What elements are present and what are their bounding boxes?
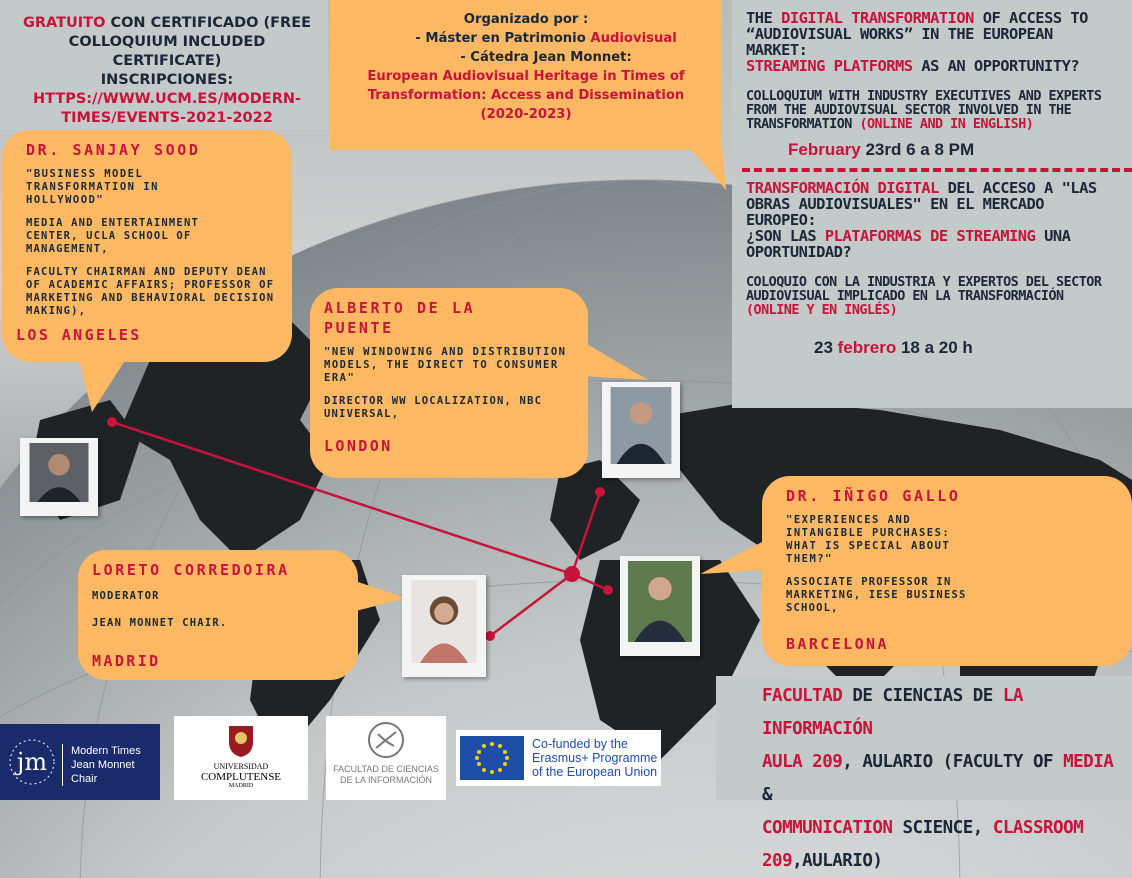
project-title-1: European Audiovisual Heritage in Times of [367, 69, 685, 84]
fci-logo [326, 716, 446, 800]
speaker-photo-sood [20, 438, 98, 516]
speaker-card-sood [2, 130, 292, 362]
venue-faculty-name: LA INFORMACIÓN [762, 686, 1023, 739]
venue-media: MEDIA [1063, 752, 1114, 772]
bubble-tail-loreto [352, 580, 408, 620]
free-label: GRATUITO [22, 15, 106, 31]
speaker-name: DR. SANJAY SOOD [26, 141, 201, 159]
event-date-es-time: 18 a 20 h [896, 338, 973, 357]
eu-flag-icon [460, 736, 524, 780]
jm-monogram-icon [10, 734, 54, 790]
event-sub-en-3-highlight: (ONLINE AND IN ENGLISH) [859, 117, 1034, 132]
speaker-position: FACULTY CHAIRMAN AND DEPUTY DEAN OF ACADEMIC AFFAIRS; PROFESSOR OF MARKETING AND BEHAVIORAL DECISION MAKING), [26, 266, 275, 317]
speaker-photo-gallo [620, 556, 700, 656]
ucm-logo [174, 716, 308, 800]
speaker-role: MODERATOR [92, 590, 160, 602]
venue-line-4: ,AULARIO) [792, 851, 883, 871]
speaker-talk-title: "BUSINESS MODEL TRANSFORMATION IN HOLLYWOOD" [26, 168, 159, 206]
organizer-bubble-tail [690, 148, 730, 192]
organizer-item-1-highlight: Audiovisual [590, 31, 677, 46]
speaker-city: BARCELONA [786, 635, 889, 653]
registration-link-cont[interactable]: TIMES/EVENTS-2021-2022 [61, 110, 273, 126]
certificate-text-en: COLLOQUIUM INCLUDED CERTIFICATE) [68, 34, 266, 69]
erasmus-logo [456, 730, 661, 786]
inscripciones-label: INSCRIPCIONES: [100, 72, 234, 88]
event-date-en-time: 23rd 6 a 8 PM [860, 140, 975, 159]
portrait-image [25, 443, 93, 502]
organizer-box [330, 0, 722, 150]
venue-line-1: DE CIENCIAS DE [842, 686, 1003, 706]
event-sub-es-3-highlight: (ONLINE Y EN INGLÉS) [746, 303, 898, 318]
speaker-city: LOS ANGELES [16, 326, 142, 344]
event-title-es-4: OPORTUNIDAD? [746, 243, 852, 261]
speaker-position: ASSOCIATE PROFESSOR IN MARKETING, IESE BUSINESS SCHOOL, [786, 576, 967, 614]
project-title-2: Transformation: Access and Dissemination [367, 88, 685, 103]
event-title-es-3a: ¿SON LAS [746, 227, 825, 245]
registration-info-box [0, 0, 328, 130]
event-title-es-1: DEL ACCESO A "LAS [938, 179, 1097, 197]
event-date-es-day: 23 [814, 338, 838, 357]
event-sub-en-1: COLLOQUIUM WITH INDUSTRY EXECUTIVES AND EXPERTS [746, 89, 1102, 104]
certificate-text: CON CERTIFICADO (FREE [105, 15, 312, 31]
event-sub-es-2: AUDIOVISUAL IMPLICADO EN LA TRANSFORMACIÓN [746, 289, 1064, 304]
event-title-en-2: “AUDIOVISUAL WORKS” IN THE EUROPEAN MARKET: [746, 25, 1053, 59]
event-title-en-1: THE [746, 9, 782, 27]
venue-box [716, 676, 1132, 871]
event-sub-es-1: COLOQUIO CON LA INDUSTRIA Y EXPERTOS DEL SECTOR [746, 275, 1102, 290]
logo-text: Co-funded by the [532, 737, 628, 751]
venue-classroom: CLASSROOM [992, 818, 1084, 838]
speaker-name: LORETO CORREDOIRA [92, 561, 290, 579]
organizer-item-1: - Máster en Patrimonio [415, 31, 591, 46]
portrait-image [407, 580, 481, 663]
organizer-item-2: - Cátedra Jean Monnet: [460, 50, 632, 65]
speaker-name: ALBERTO DE LA PUENTE [324, 299, 476, 337]
logo-text: UNIVERSIDAD [213, 762, 269, 771]
fci-emblem-icon [366, 720, 406, 760]
logo-text-main: COMPLUTENSE [200, 771, 282, 783]
logo-text-2: Erasmus+ Programme [532, 751, 658, 765]
speaker-card-alberto [310, 288, 588, 478]
logo-subtext: Jean Monnet Chair [71, 759, 135, 785]
logo-subtext: DE LA INFORMACIÓN [339, 775, 432, 785]
venue-room-number: 209 [762, 851, 793, 871]
event-title-es-3-highlight: PLATAFORMAS DE STREAMING [824, 227, 1036, 245]
portrait-image [625, 561, 695, 642]
registration-link[interactable]: HTTPS://WWW.UCM.ES/MODERN- [32, 91, 302, 107]
logo-text: FACULTAD DE CIENCIAS [333, 764, 439, 774]
event-date-es-month: febrero [837, 338, 897, 357]
speaker-name: DR. IÑIGO GALLO [786, 487, 961, 505]
bubble-tail-sood [78, 356, 138, 416]
event-title-es-2: OBRAS AUDIOVISUALES" EN EL MERCADO EUROPEO: [746, 195, 1045, 229]
logo-subtext: MADRID [228, 783, 254, 789]
bubble-tail-gallo [700, 540, 766, 580]
divider-dashed [742, 168, 1132, 172]
organizer-heading: Organizado por : [463, 12, 589, 27]
venue-communication: COMMUNICATION [762, 818, 893, 838]
speaker-position: DIRECTOR WW LOCALIZATION, NBC UNIVERSAL, [324, 395, 543, 420]
venue-room: AULA 209 [762, 752, 843, 772]
venue-faculty: FACULTAD [762, 686, 843, 706]
venue-amp: & [762, 785, 773, 805]
event-sub-en-2: FROM THE AUDIOVISUAL SECTOR INVOLVED IN THE [746, 103, 1072, 118]
event-title-en-highlight: DIGITAL TRANSFORMATION [781, 9, 974, 27]
event-title-en-3-highlight: STREAMING PLATFORMS [746, 57, 913, 75]
speaker-affiliation: MEDIA AND ENTERTAINMENT CENTER, UCLA SCHOOL OF MANAGEMENT, [26, 217, 199, 255]
speaker-city: LONDON [324, 437, 393, 455]
event-date-en-month: February [788, 140, 861, 159]
speaker-position: JEAN MONNET CHAIR. [92, 617, 228, 629]
svg-text:jm: jm [16, 748, 48, 776]
speaker-photo-loreto [402, 575, 486, 677]
ucm-crest-icon [226, 722, 256, 758]
portrait-image [607, 387, 675, 464]
event-title-en-1c: OF ACCESS TO [973, 9, 1088, 27]
event-sub-en-3: TRANSFORMATION [746, 117, 860, 132]
venue-line-2: , AULARIO (FACULTY OF [842, 752, 1064, 772]
event-title-es-highlight: TRANSFORMACIÓN DIGITAL [746, 179, 939, 197]
logo-text: Modern Times [71, 745, 141, 757]
speaker-talk-title: "EXPERIENCES AND INTANGIBLE PURCHASES: WHAT IS SPECIAL ABOUT THEM?" [786, 514, 951, 565]
speaker-card-loreto [78, 550, 358, 680]
project-title-3: (2020-2023) [480, 107, 572, 122]
speaker-photo-alberto [602, 382, 680, 478]
event-title-es-3c: UNA [1035, 227, 1071, 245]
event-description-panel [732, 0, 1132, 408]
logo-text-3: of the European Union [532, 765, 658, 779]
speaker-card-gallo [762, 476, 1132, 666]
speaker-city: MADRID [92, 652, 161, 670]
venue-line-3: SCIENCE, [892, 818, 993, 838]
event-title-en-3: AS AN OPPORTUNITY? [912, 57, 1080, 75]
speaker-talk-title: "NEW WINDOWING AND DISTRIBUTION MODELS, THE DIRECT TO CONSUMER ERA" [324, 346, 567, 384]
modern-times-logo [0, 724, 160, 800]
